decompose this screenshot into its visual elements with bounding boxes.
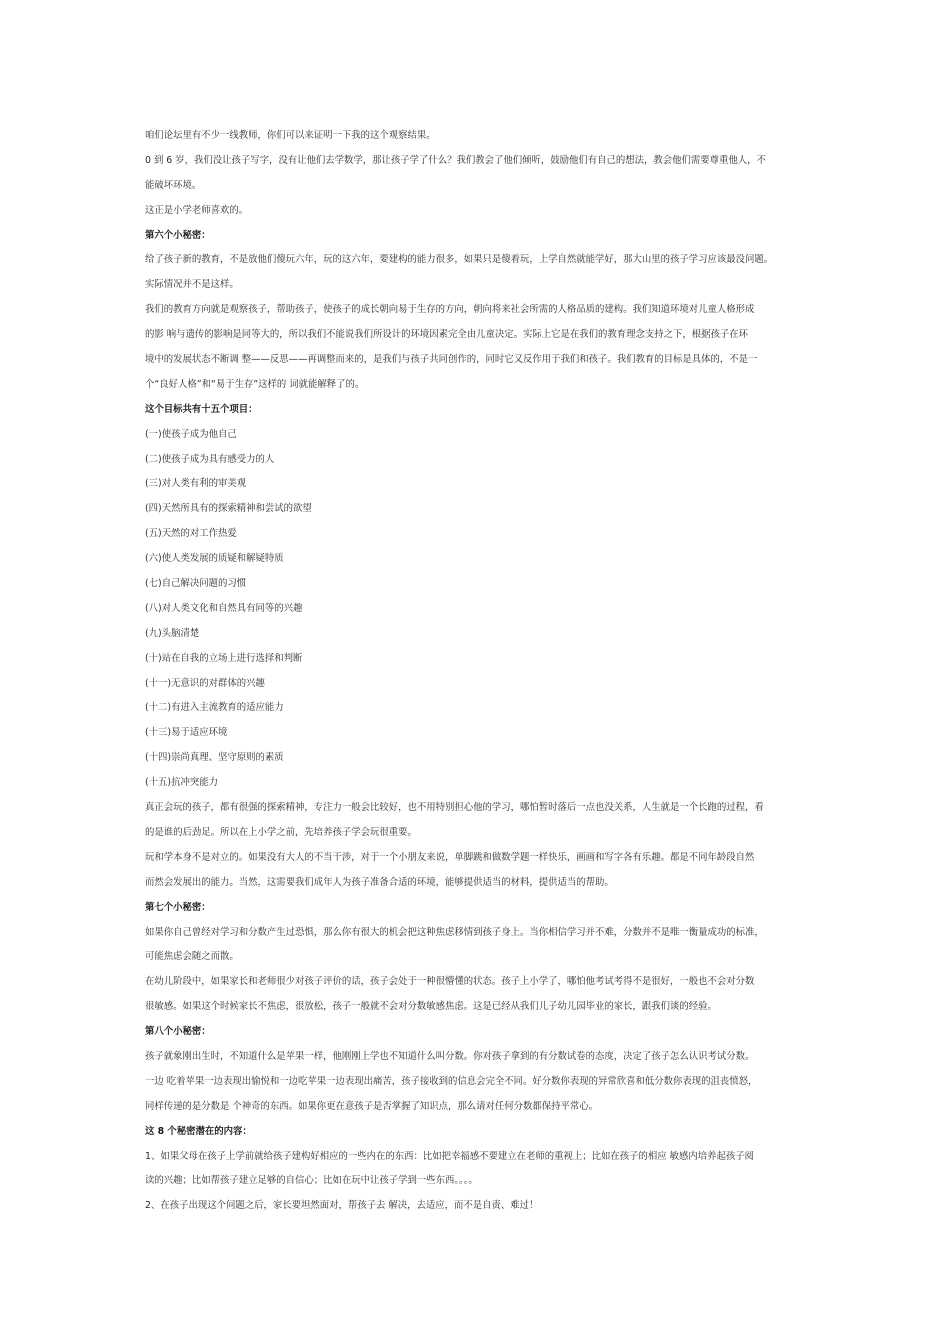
text-line: 玩和学本身不是对立的。如果没有大人的不当干涉，对于一个小朋友来说，单脚跳和做数学题一样快乐，画画和写字各有乐趣。都是不同年龄段自然 bbox=[145, 851, 755, 863]
text-line: (六)使人类发展的质疑和解疑特质 bbox=[145, 553, 284, 565]
text-line: (十一)无意识的对群体的兴趣 bbox=[145, 677, 265, 689]
text-line: 个“良好人格”和“易于生存”这样的 词就能解释了的。 bbox=[145, 378, 365, 390]
document-body bbox=[145, 124, 815, 1219]
text-line: 咱们论坛里有不少一线教师，你们可以来证明一下我的这个观察结果。 bbox=[145, 130, 436, 141]
text-line: (十)站在自我的立场上进行选择和判断 bbox=[145, 652, 303, 664]
text-line: 0 到 6 岁，我们没让孩子写字，没有让他们去学数学，那让孩子学了什么？我们教会了他们倾听，鼓励他们有自己的想法，教会他们需要尊重他人，不 bbox=[145, 154, 766, 166]
text-line: 我们的教育方向就是观察孩子，帮助孩子，使孩子的成长朝向易于生存的方向，朝向将来社会所需的人格品质的建构。我们知道环境对儿童人格形成 bbox=[145, 304, 755, 316]
text-line: 可能焦虑会随之而散。 bbox=[145, 951, 239, 963]
text-line: 这正是小学老师喜欢的。 bbox=[145, 204, 249, 216]
text-line: 在幼儿阶段中，如果家长和老师很少对孩子评价的话，孩子会处于一种很懵懂的状态。孩子上小学了，哪怕他考试考得不是很好，一般也不会对分数 bbox=[145, 976, 755, 988]
text-line: 的是谁的后劲足。所以在上小学之前，先培养孩子学会玩很重要。 bbox=[145, 826, 417, 838]
text-line: (一)使孩子成为他自己 bbox=[145, 428, 237, 440]
section-heading: 这 8 个秘密潜在的内容： bbox=[145, 1125, 252, 1137]
text-line: 的影 响与遗传的影响是同等大的，所以我们不能说我们所设计的环境因素完全由儿童决定。实际上它是在我们的教育理念支持之下，根据孩子在环 bbox=[145, 329, 748, 341]
text-line: (三)对人类有利的审美观 bbox=[145, 478, 247, 490]
text-line: (十四)崇尚真理、坚守原则的素质 bbox=[145, 752, 284, 764]
text-line: (四)天然所具有的探索精神和尝试的欲望 bbox=[145, 503, 312, 515]
text-line: (七)自己解决问题的习惯 bbox=[145, 578, 247, 590]
text-line: 孩子就象刚出生时，不知道什么是苹果一样，他刚刚上学也不知道什么叫分数。你对孩子拿到的有分数试卷的态度，决定了孩子怎么认识考试分数。 bbox=[145, 1050, 755, 1062]
text-line: 真正会玩的孩子，都有很强的探索精神，专注力一般会比较好，也不用特别担心他的学习，哪怕暂时落后一点也没关系，人生就是一个长跑的过程，看 bbox=[145, 802, 764, 814]
text-line: 很敏感。如果这个时候家长不焦虑，很放松，孩子一般就不会对分数敏感焦虑。这是已经从我们儿子幼儿园毕业的家长，跟我们谈的经验。 bbox=[145, 1001, 717, 1013]
section-heading: 第八个小秘密： bbox=[145, 1026, 211, 1038]
text-line: 2、在孩子出现这个问题之后，家长要坦然面对，帮孩子去 解决，去适应，而不是自责、难过！ bbox=[145, 1200, 539, 1212]
text-line: (五)天然的对工作热爱 bbox=[145, 528, 237, 540]
text-line: 而然会发展出的能力。当然，这需要我们成年人为孩子准备合适的环境，能够提供适当的材料，提供适当的帮助。 bbox=[145, 876, 614, 888]
text-line: (二)使孩子成为具有感受力的人 bbox=[145, 453, 275, 465]
section-heading: 第六个小秘密： bbox=[145, 229, 211, 241]
text-line: 读的兴趣；比如帮孩子建立足够的自信心；比如在玩中让孩子学到一些东西。。。。 bbox=[145, 1175, 478, 1187]
text-line: 一边 吃着苹果一边表现出愉悦和一边吃苹果一边表现出痛苦，孩子接收到的信息会完全不同。好分数你表现的异常欣喜和低分数你表现的沮丧愤怒， bbox=[145, 1075, 758, 1087]
text-line: (十五)抗冲突能力 bbox=[145, 777, 218, 789]
section-heading: 第七个小秘密： bbox=[145, 901, 211, 913]
section-heading: 这个目标共有十五个项目： bbox=[145, 403, 258, 415]
text-line: 同样传递的是分数是 个神奇的东西。如果你更在意孩子是否掌握了知识点，那么请对任何分数都保持平常心。 bbox=[145, 1100, 598, 1112]
text-line: 境中的发展状态不断调 整——反思——再调整而来的，是我们与孩子共同创作的，同时它又反作用于我们和孩子。我们教育的目标是具体的，不是一 bbox=[145, 354, 758, 366]
text-line: (八)对人类文化和自然具有同等的兴趣 bbox=[145, 602, 303, 614]
text-line: 1、如果父母在孩子上学前就给孩子建构好相应的一些内在的东西：比如把幸福感不要建立在老师的重视上；比如在孩子的相应 敏感内培养起孩子阅 bbox=[145, 1150, 754, 1162]
text-line: (十三)易于适应环境 bbox=[145, 727, 228, 739]
text-line: 给了孩子新的教育，不是放他们傻玩六年，玩的这六年，要建构的能力很多，如果只是傻着玩，上学自然就能学好，那大山里的孩子学习应该最没问题。 bbox=[145, 254, 774, 266]
text-line: (九)头脑清楚 bbox=[145, 627, 200, 639]
text-line: 实际情况并不是这样。 bbox=[145, 279, 239, 291]
text-line: (十二)有进入主流教育的适应能力 bbox=[145, 702, 284, 714]
text-line: 能破坏环境。 bbox=[145, 179, 202, 191]
text-line: 如果你自己曾经对学习和分数产生过恐惧，那么你有很大的机会把这种焦虑移情到孩子身上。当你相信学习并不难，分数并不是唯一衡量成功的标准， bbox=[145, 926, 764, 938]
